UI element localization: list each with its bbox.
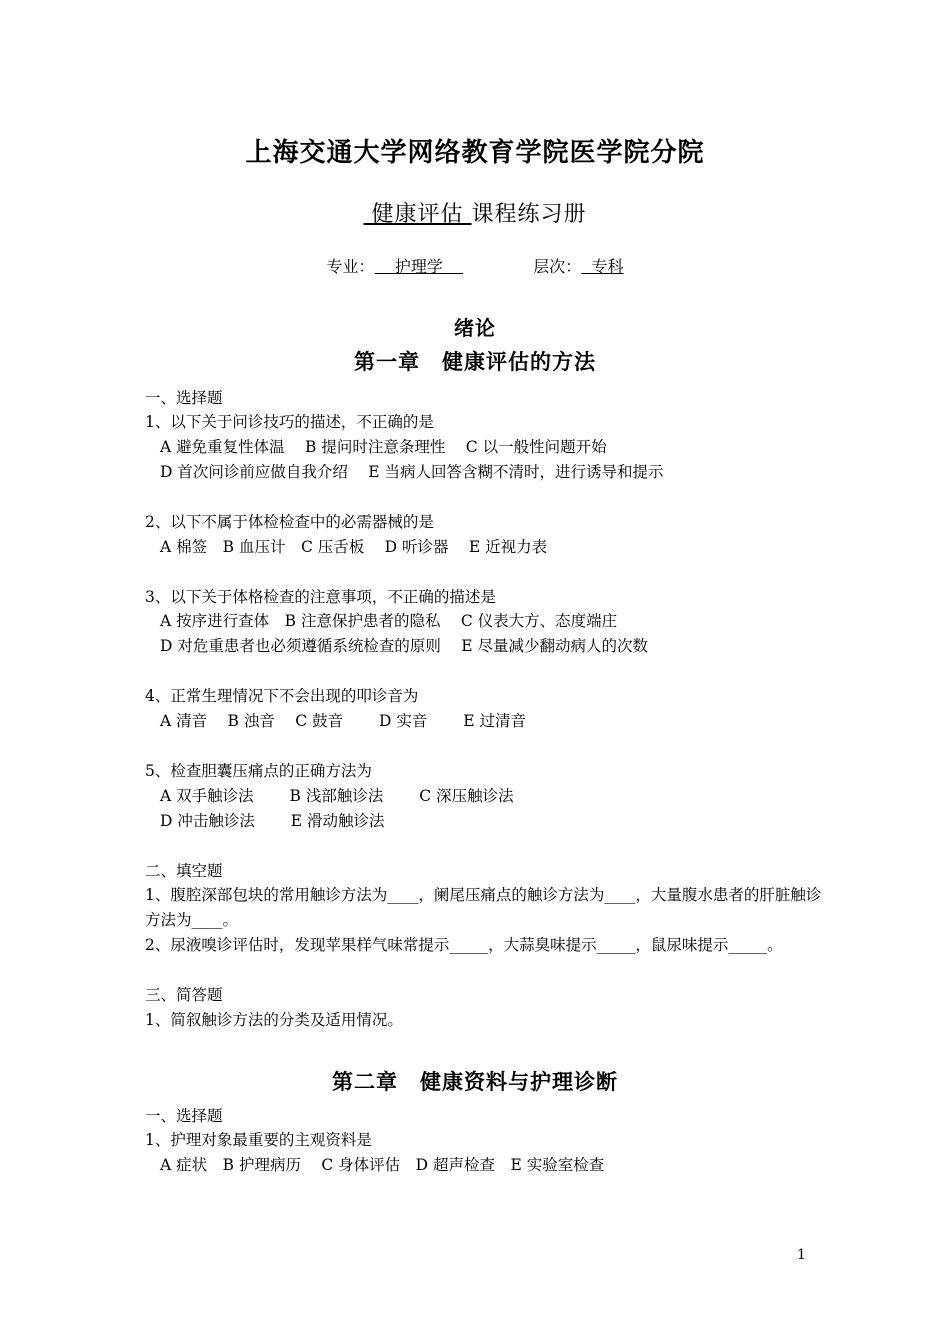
- ch1-fill-2: 2、尿液嗅诊评估时，发现苹果样气味常提示_____，大蒜臭味提示_____，鼠尿味提示_____。: [145, 936, 783, 954]
- ch1-question-4: 4、正常生理情况下不会出现的叩诊音为: [145, 687, 419, 705]
- ch1-q1-options-a: A 避免重复性体温 B 提问时注意条理性 C 以一般性问题开始: [160, 438, 607, 456]
- ch1-section-short: 三、简答题: [145, 986, 223, 1004]
- course-meta: [0, 254, 950, 277]
- ch1-q2-options: A 棉签 B 血压计 C 压舌板 D 听诊器 E 近视力表: [160, 538, 548, 556]
- ch1-q5-options-a: A 双手触诊法 B 浅部触诊法 C 深压触诊法: [160, 787, 514, 805]
- ch1-short-1: 1、简叙触诊方法的分类及适用情况。: [145, 1011, 403, 1029]
- ch1-fill-1: 1、腹腔深部包块的常用触诊方法为____，阑尾压痛点的触诊方法为____，大量腹水患者的肝脏触诊方法为____。: [145, 886, 822, 929]
- ch1-q3-options-a: A 按序进行查体 B 注意保护患者的隐私 C 仪表大方、态度端庄: [160, 612, 618, 630]
- chapter1-heading: 第一章 健康评估的方法: [354, 349, 596, 374]
- ch1-q4-options: A 清音 B 浊音 C 鼓音 D 实音 E 过清音: [160, 712, 527, 730]
- level-label: 层次：: [533, 257, 582, 276]
- ch1-q5-options-b: D 冲击触诊法 E 滑动触诊法: [160, 812, 385, 830]
- major-value: 护理学: [394, 257, 443, 276]
- ch2-question-1: 1、护理对象最重要的主观资料是: [145, 1131, 372, 1149]
- ch1-question-3: 3、以下关于体格检查的注意事项，不正确的描述是: [145, 588, 496, 606]
- course-name: 健康评估: [371, 202, 464, 227]
- page-number: 1: [797, 1247, 806, 1263]
- ch1-q3-options-b: D 对危重患者也必须遵循系统检查的原则 E 尽量减少翻动病人的次数: [160, 637, 649, 655]
- course-title: [0, 197, 950, 228]
- ch2-section-choice: 一、选择题: [145, 1107, 223, 1125]
- level-value: 专科: [591, 257, 624, 276]
- ch1-q1-options-b: D 首次问诊前应做自我介绍 E 当病人回答含糊不清时，进行诱导和提示: [160, 463, 664, 481]
- ch1-question-1: 1、以下关于问诊技巧的描述，不正确的是: [145, 413, 434, 431]
- ch1-question-2: 2、以下不属于体检检查中的必需器械的是: [145, 513, 434, 531]
- ch1-section-choice: 一、选择题: [145, 389, 223, 407]
- intro-heading: 绪论: [454, 316, 496, 340]
- ch2-q1-options: A 症状 B 护理病历 C 身体评估 D 超声检查 E 实验室检查: [160, 1156, 605, 1174]
- course-suffix: 课程练习册: [471, 202, 587, 227]
- ch1-question-5: 5、检查胆囊压痛点的正确方法为: [145, 762, 372, 780]
- major-label: 专业：: [326, 257, 375, 276]
- chapter2-heading: 第二章 健康资料与护理诊断: [332, 1069, 618, 1094]
- school-title: 上海交通大学网络教育学院医学院分院: [245, 138, 705, 168]
- ch1-section-fill: 二、填空题: [145, 862, 223, 880]
